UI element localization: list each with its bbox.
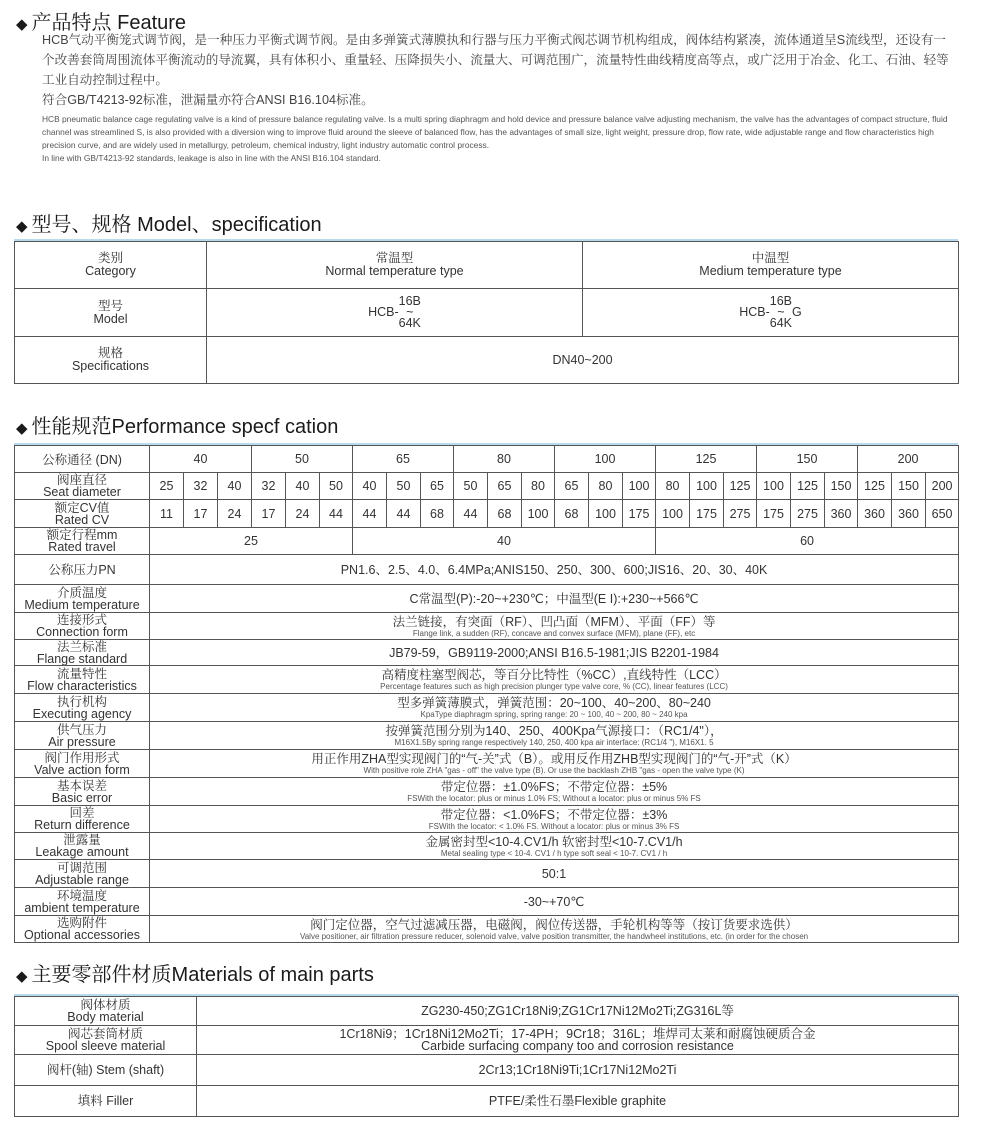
cv-value: 360 [858, 500, 892, 528]
spec-row-value: 带定位器：±1.0%FS；不带定位器：±5% FSWith the locator: plus or minus 1.0% FS; Without a locator: plus or minus 5% FS [150, 778, 959, 806]
dn-label: 公称通径 (DN) [15, 446, 150, 473]
dn-value: 125 [656, 446, 757, 473]
material-label: 阀体材质 Body material [15, 997, 197, 1026]
travel-value: 40 [353, 528, 656, 555]
cv-value: 275 [724, 500, 757, 528]
feature-title: ◆ 产品特点 Feature [16, 12, 187, 34]
seat-value: 50 [387, 473, 421, 500]
seat-value: 100 [690, 473, 724, 500]
spec-row-value: 法兰链接，有突面（RF）、凹凸面（MFM）、平面（FF）等 Flange link, a sudden (RF), concave and convex surface (MFM), plane (FF), etc [150, 613, 959, 640]
cv-value: 24 [218, 500, 252, 528]
medium-type-header: 中温型 Medium temperature type [583, 242, 959, 289]
spec-row-value: 按弹簧范围分别为140、250、400Kpa气源接口：（RC1/4"）， M16X1.5By spring range respectively 140, 250, 400 kpa air interface: (RC1/4 "), M16X1. 5 [150, 722, 959, 750]
cv-value: 24 [286, 500, 320, 528]
table-row [15, 722, 959, 750]
diamond-bullet-icon: ◆ [16, 968, 28, 985]
category-header: 类别 Category [15, 242, 207, 289]
travel-label: 额定行程mm Rated travel [15, 528, 150, 555]
row-label: 介质温度 Medium temperature [15, 585, 150, 613]
cv-value: 44 [387, 500, 421, 528]
seat-value: 40 [286, 473, 320, 500]
normal-model-code: HCB- 16B ~ 64K [207, 289, 583, 337]
materials-title: ◆ 主要零部件材质Materials of main parts [16, 964, 374, 986]
dn-value: 65 [353, 446, 454, 473]
performance-title: ◆ 性能规范Performance specf cation [16, 416, 339, 438]
cv-value: 68 [488, 500, 522, 528]
row-label: 可调范围 Adjustable range [15, 860, 150, 888]
row-label: 泄露量 Leakage amount [15, 833, 150, 860]
table-row [15, 806, 959, 833]
table-row [15, 750, 959, 778]
cv-value: 68 [555, 500, 589, 528]
medium-model-code: HCB- 16B ~ 64K G [583, 289, 959, 337]
model-label: 型号 Model [15, 289, 207, 337]
cv-value: 44 [320, 500, 353, 528]
cv-value: 175 [623, 500, 656, 528]
material-value: 2Cr13;1Cr18Ni9Ti;1Cr17Ni12Mo2Ti [197, 1055, 959, 1086]
spec-row-value: 用正作用ZHA型实现阀门的“气-关”式（B）。或用反作用ZHB型实现阀门的“气-开”式（K） With positive role ZHA "gas - off" the valve type (B). Or use the backlash ZHB "gas - open the valve type (K) [150, 750, 959, 778]
seat-value: 65 [488, 473, 522, 500]
seat-value: 50 [320, 473, 353, 500]
cv-value: 11 [150, 500, 184, 528]
seat-value: 150 [825, 473, 858, 500]
row-label: 阀门作用形式 Valve action form [15, 750, 150, 778]
dn-value: 80 [454, 446, 555, 473]
spec-row-value: 高精度柱塞型阀芯，等百分比特性（%CC）,直线特性（LCC） Percentage features such as high precision plunger type valve core, % (CC), linear features (LCC) [150, 666, 959, 694]
row-label: 流量特性 Flow characteristics [15, 666, 150, 694]
seat-value: 32 [252, 473, 286, 500]
seat-value: 125 [791, 473, 825, 500]
table-row [15, 666, 959, 694]
seat-value: 50 [454, 473, 488, 500]
materials-table [14, 996, 959, 1117]
cv-value: 360 [825, 500, 858, 528]
seat-value: 32 [184, 473, 218, 500]
table-row [15, 916, 959, 943]
dn-value: 50 [252, 446, 353, 473]
table-row [15, 528, 959, 555]
seat-label: 阀座直径 Seat diameter [15, 473, 150, 500]
cv-label: 额定CV值 Rated CV [15, 500, 150, 528]
table-row [15, 997, 959, 1026]
seat-value: 40 [353, 473, 387, 500]
row-label: 执行机构 Executing agency [15, 694, 150, 722]
table-row [15, 694, 959, 722]
diamond-bullet-icon: ◆ [16, 420, 28, 437]
material-label: 填料 Filler [15, 1086, 197, 1117]
table-row [15, 1086, 959, 1117]
diamond-bullet-icon: ◆ [16, 218, 28, 235]
table-row [15, 500, 959, 528]
row-label: 法兰标准 Flange standard [15, 640, 150, 666]
spec-row-value: JB79-59，GB9119-2000;ANSI B16.5-1981;JIS B2201-1984 [150, 640, 959, 666]
spec-row-value: 50:1 [150, 860, 959, 888]
feature-en-paragraph: HCB pneumatic balance cage regulating valve is a kind of pressure balance regulating valve. Is a multi spring diaphragm and hold device and pressure balance valve adjusting mechanism, the valve has the advantages of compact structure, fluid channel was streamlined S, is also provided with a diversion wing to improve fluid around the sleeve of balanced flow, has the advantages of small size, light weight, pressure drop, flow rate, wide adjustable range and flow characteristics high precision curve, and are widely used in metallurgy, petroleum, chemical industry, light industry automatic control process. In line with GB/T4213-92 standards, leakage is also in line with the ANSI B16.104 standard. [42, 114, 948, 163]
spec-row-value: 金属密封型<10-4.CV1/h 软密封型<10-7.CV1/h Metal sealing type < 10-4. CV1 / h type soft seal < 10-7. CV1 / h [150, 833, 959, 860]
table-row [15, 778, 959, 806]
cv-value: 44 [353, 500, 387, 528]
seat-value: 150 [892, 473, 926, 500]
cv-value: 650 [926, 500, 959, 528]
cv-value: 360 [892, 500, 926, 528]
dn-value: 40 [150, 446, 252, 473]
spec-row-value: 带定位器：<1.0%FS；不带定位器：±3% FSWith the locator: < 1.0% FS. Without a locator: plus or minus 3% FS [150, 806, 959, 833]
diamond-bullet-icon: ◆ [16, 16, 28, 33]
dn-value: 150 [757, 446, 858, 473]
material-value: ZG230-450;ZG1Cr18Ni9;ZG1Cr17Ni12Mo2Ti;ZG316L等 [197, 997, 959, 1026]
row-label: 公称压力PN [15, 555, 150, 585]
cv-value: 100 [522, 500, 555, 528]
seat-value: 25 [150, 473, 184, 500]
row-label: 供气压力 Air pressure [15, 722, 150, 750]
table-row [15, 1026, 959, 1055]
performance-table [14, 445, 959, 943]
table-row [15, 860, 959, 888]
seat-value: 80 [589, 473, 623, 500]
dn-value: 200 [858, 446, 959, 473]
seat-value: 125 [724, 473, 757, 500]
row-label: 回差 Return difference [15, 806, 150, 833]
table-row [15, 242, 959, 289]
cv-value: 275 [791, 500, 825, 528]
spec-row-value: -30~+70℃ [150, 888, 959, 916]
seat-value: 200 [926, 473, 959, 500]
cv-value: 17 [252, 500, 286, 528]
travel-value: 60 [656, 528, 959, 555]
table-row [15, 555, 959, 585]
table-row [15, 833, 959, 860]
seat-value: 100 [757, 473, 791, 500]
row-label: 基本误差 Basic error [15, 778, 150, 806]
dn-value: 100 [555, 446, 656, 473]
table-row [15, 337, 959, 384]
table-row [15, 585, 959, 613]
spec-row-value: 阀门定位器，空气过滤减压器，电磁阀，阀位传送器，手轮机构等等（按订货要求选供） Valve positioner, air filtration pressure reducer, solenoid valve, valve position transmitter, the handwheel institutions, etc. (in order for the chosen [150, 916, 959, 943]
model-table [14, 241, 959, 384]
spec-row-value: 型多弹簧薄膜式，弹簧范围：20~100、40~200、80~240 KpaType diaphragm spring, spring range: 20 ~ 100, 40 ~ 200, 80 ~ 240 kpa [150, 694, 959, 722]
seat-value: 65 [555, 473, 589, 500]
spec-value: DN40~200 [207, 337, 959, 384]
seat-value: 125 [858, 473, 892, 500]
spec-row-value: PN1.6、2.5、4.0、6.4MPa;ANIS150、250、300、600;JIS16、20、30、40K [150, 555, 959, 585]
table-row [15, 446, 959, 473]
table-row [15, 1055, 959, 1086]
spec-row-value: C常温型(P):-20~+230℃；中温型(E I):+230~+566℃ [150, 585, 959, 613]
feature-cn-paragraph: HCB气动平衡笼式调节阀，是一种压力平衡式调节阀。是由多弹簧式薄膜执和行器与压力平衡式阀芯调节机构组成，阀体结构紧凑，流体通道呈S流线型，还设有一个改善套筒周围流体平衡流动的导流翼，具有体积小、重量轻、压降损失小、流量大、可调范围广，流量特性曲线精度高等点，或广泛用于冶金、化工、石油、轻等工业自动控制过程中。 符合GB/T4213-92标准，泄漏量亦符合ANSI B16.104标准。 [42, 33, 949, 107]
table-row [15, 888, 959, 916]
table-row [15, 613, 959, 640]
cv-value: 100 [589, 500, 623, 528]
cv-value: 17 [184, 500, 218, 528]
row-label: 环境温度 ambient temperature [15, 888, 150, 916]
model-title: ◆ 型号、规格 Model、specification [16, 214, 322, 236]
seat-value: 80 [656, 473, 690, 500]
normal-type-header: 常温型 Normal temperature type [207, 242, 583, 289]
material-value: PTFE/柔性石墨Flexible graphite [197, 1086, 959, 1117]
cv-value: 175 [690, 500, 724, 528]
cv-value: 100 [656, 500, 690, 528]
material-value: 1Cr18Ni9；1Cr18Ni12Mo2Ti；17-4PH；9Cr18；316L；堆焊司太莱和耐腐蚀硬质合金 Carbide surfacing company too and corrosion resistance [197, 1026, 959, 1055]
travel-value: 25 [150, 528, 353, 555]
table-row [15, 289, 959, 337]
spec-label: 规格 Specifications [15, 337, 207, 384]
seat-value: 80 [522, 473, 555, 500]
table-row [15, 640, 959, 666]
material-label: 阀芯套筒材质 Spool sleeve material [15, 1026, 197, 1055]
row-label: 连接形式 Connection form [15, 613, 150, 640]
cv-value: 44 [454, 500, 488, 528]
seat-value: 65 [421, 473, 454, 500]
seat-value: 40 [218, 473, 252, 500]
cv-value: 175 [757, 500, 791, 528]
seat-value: 100 [623, 473, 656, 500]
table-row [15, 473, 959, 500]
cv-value: 68 [421, 500, 454, 528]
row-label: 选购附件 Optional accessories [15, 916, 150, 943]
material-label: 阀杆(轴) Stem (shaft) [15, 1055, 197, 1086]
